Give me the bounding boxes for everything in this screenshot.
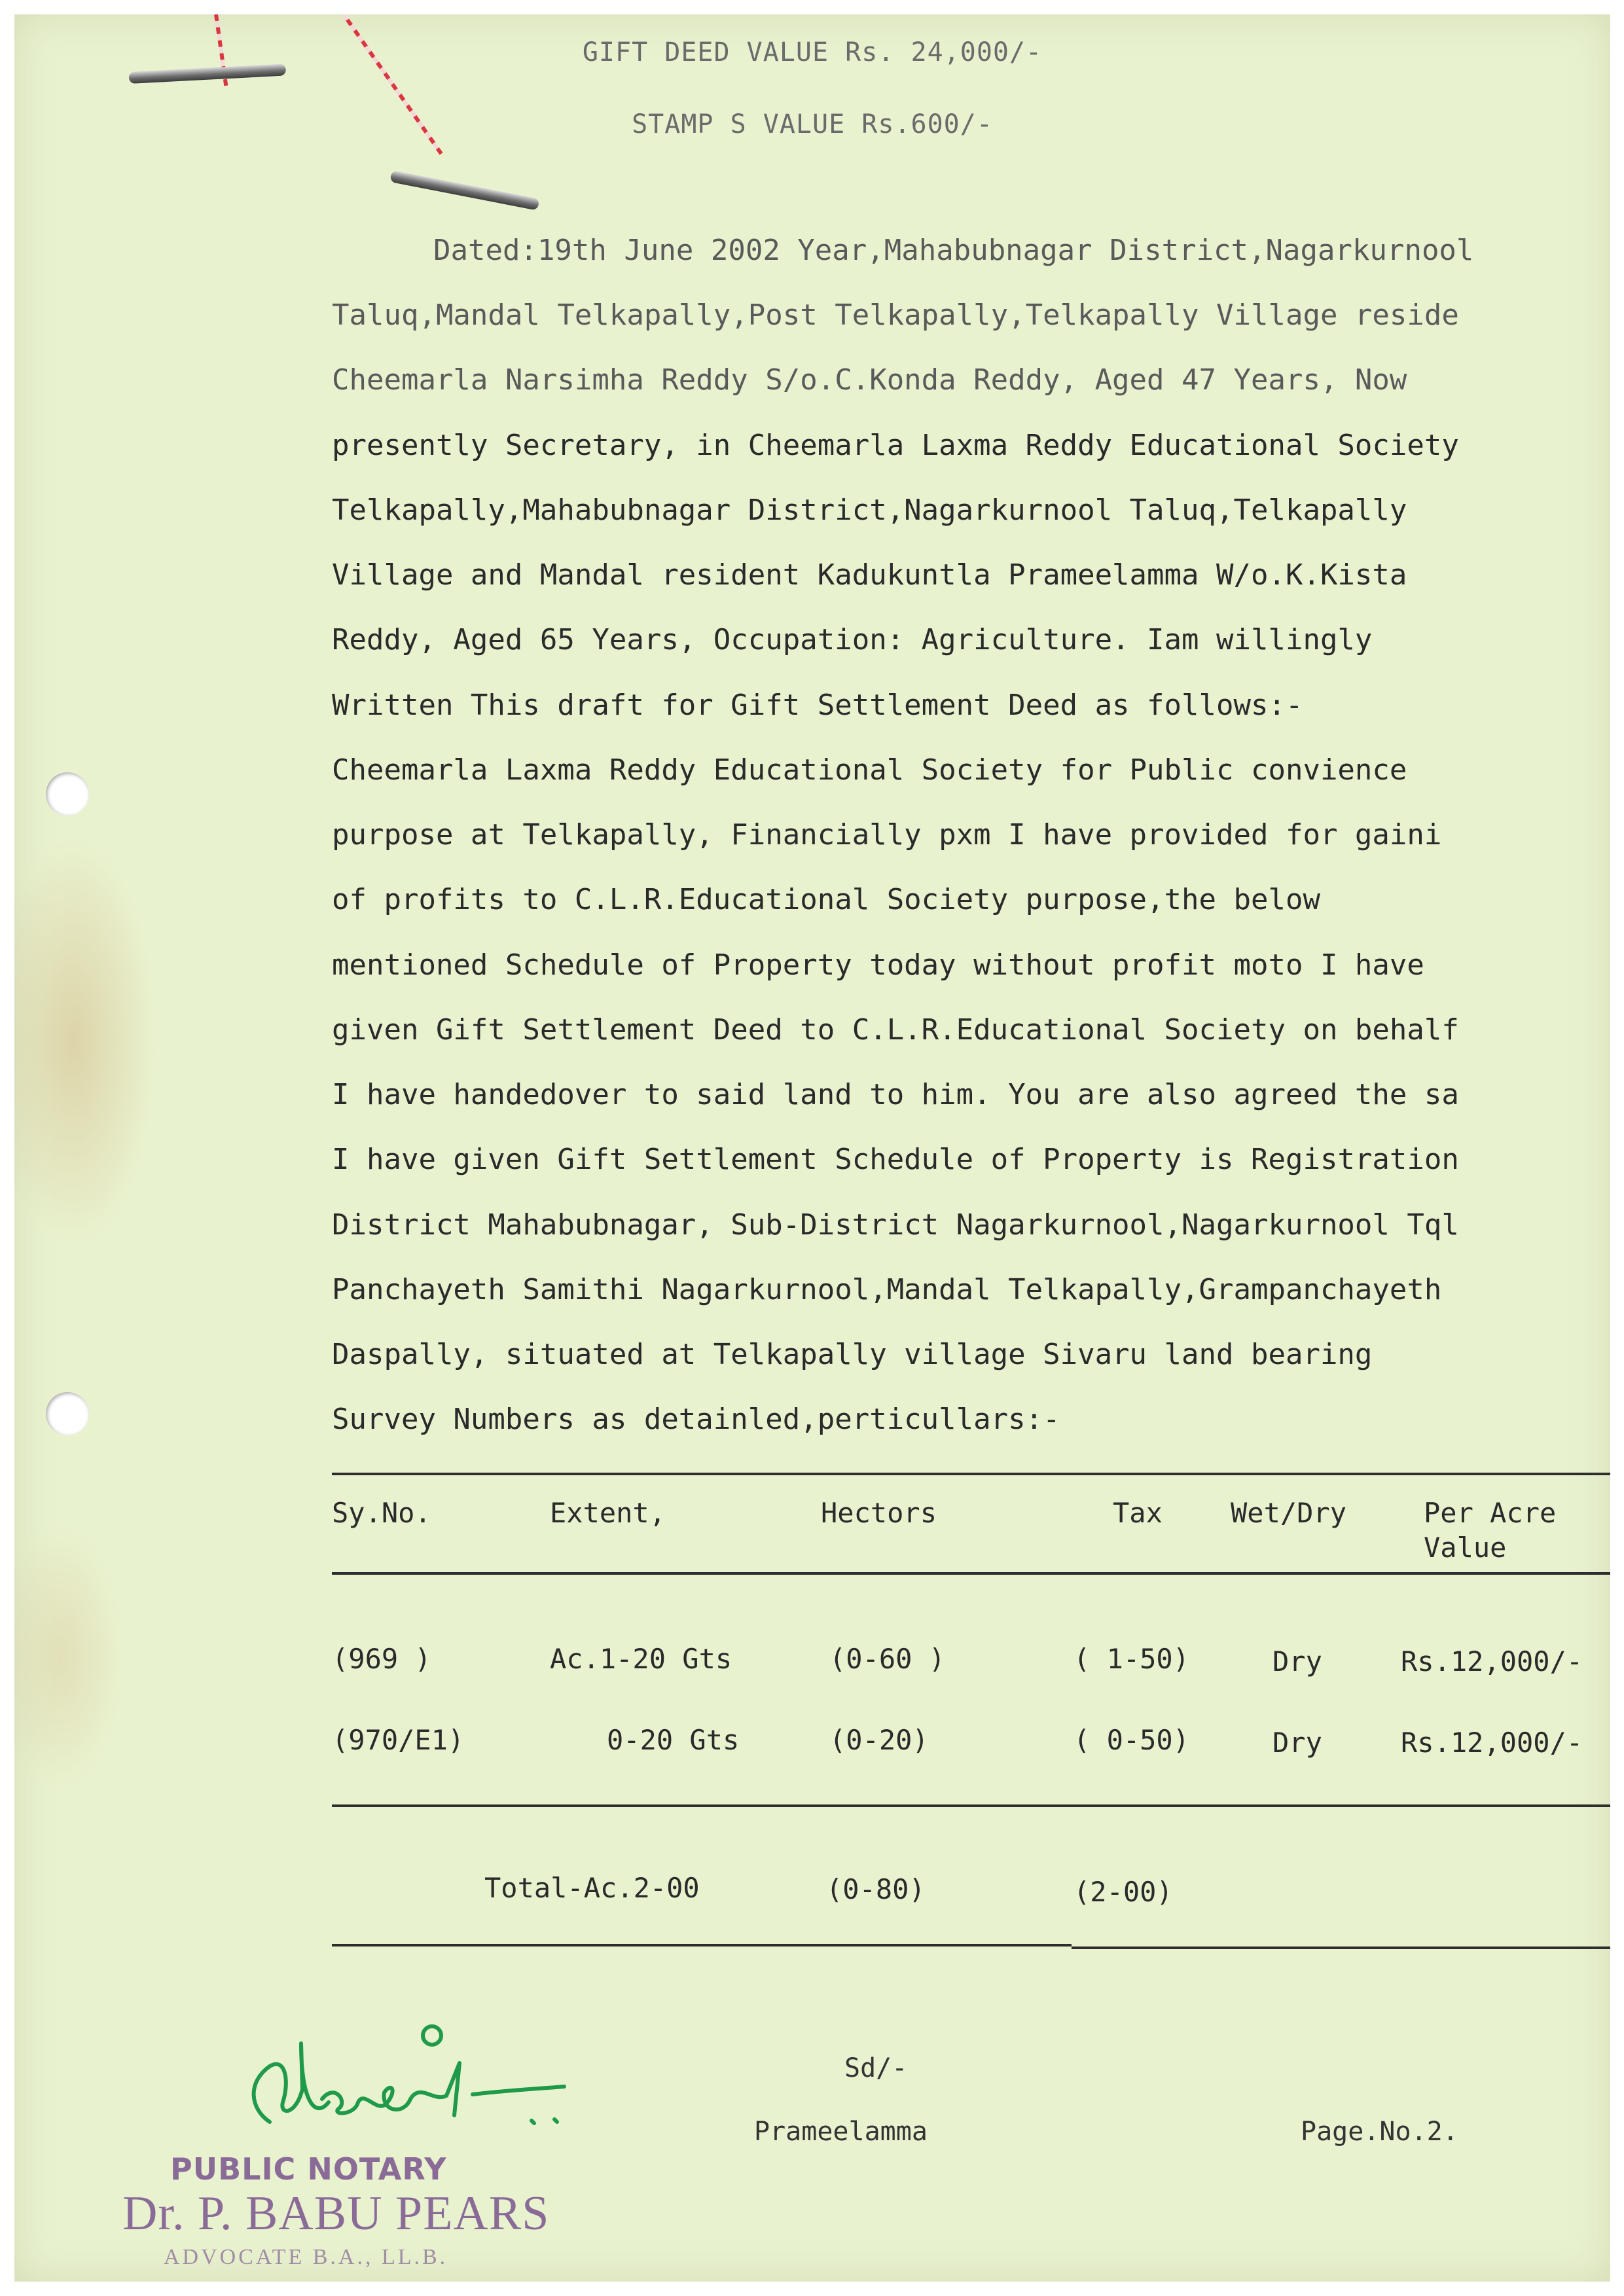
body-line: Telkapally,Mahabubnagar District,Nagarkurnool Taluq,Telkapally (332, 493, 1407, 527)
body-line: Dated:19th June 2002 Year,Mahabubnagar District,Nagarkurnool (433, 234, 1474, 267)
stamp-value: STAMP S VALUE Rs.600/- (632, 109, 993, 139)
notary-stamp-designation: ADVOCATE B.A., LL.B. (164, 2245, 448, 2269)
table-rule-header (332, 1572, 1610, 1575)
notary-signature (224, 2004, 617, 2148)
table-header-hectors: Hectors (821, 1497, 937, 1529)
table-header-wet-dry: Wet/Dry (1231, 1497, 1347, 1529)
body-line: I have handedover to said land to him. You are also agreed the sa (332, 1078, 1459, 1111)
body-line: of profits to C.L.R.Educational Society purpose,the below (332, 883, 1320, 916)
table-header-sy-no: Sy.No. (332, 1497, 431, 1529)
notary-stamp-title: PUBLIC NOTARY (170, 2151, 447, 2187)
table-header-value: Value (1424, 1532, 1507, 1564)
signatory-name: Prameelamma (754, 2117, 928, 2147)
gift-deed-value: GIFT DEED VALUE Rs. 24,000/- (582, 37, 1043, 67)
page-number: Page.No.2. (1301, 2117, 1458, 2147)
table-cell-extent: Ac.1-20 Gts (550, 1643, 732, 1675)
body-line: purpose at Telkapally, Financially pxm I have provided for gaini (332, 818, 1442, 852)
body-line: Survey Numbers as detainled,perticullars:- (332, 1403, 1060, 1436)
document-page (14, 14, 1610, 2282)
table-cell-hectors: (0-60 ) (829, 1643, 946, 1675)
table-cell-tax: ( 1-50) (1074, 1643, 1190, 1675)
table-rule-bottom-left (332, 1944, 1072, 1946)
body-line: Cheemarla Narsimha Reddy S/o.C.Konda Reddy, Aged 47 Years, Now (332, 363, 1407, 397)
sd-label: Sd/- (844, 2053, 908, 2083)
body-line: I have given Gift Settlement Schedule of Property is Registration (332, 1143, 1459, 1176)
table-total-tax: (2-00) (1074, 1876, 1173, 1908)
table-cell-extent: 0-20 Gts (607, 1724, 740, 1756)
table-cell-sy-no: (969 ) (332, 1643, 431, 1675)
table-header-tax: Tax (1113, 1497, 1163, 1529)
table-cell-hectors: (0-20) (829, 1724, 929, 1756)
body-line: Written This draft for Gift Settlement Deed as follows:- (332, 689, 1303, 722)
body-line: Daspally, situated at Telkapally village Sivaru land bearing (332, 1338, 1373, 1371)
punch-hole-top (46, 772, 89, 816)
table-cell-tax: ( 0-50) (1074, 1724, 1190, 1756)
binding-clip (389, 170, 539, 211)
table-rule-bottom-right (1072, 1946, 1610, 1949)
body-line: Cheemarla Laxma Reddy Educational Society for Public convience (332, 753, 1407, 787)
table-cell-sy-no: (970/E1) (332, 1724, 465, 1756)
table-rule-body (332, 1804, 1610, 1807)
paper-stain (14, 833, 158, 1251)
table-total-label: Total-Ac.2-00 (484, 1872, 700, 1904)
body-line: Reddy, Aged 65 Years, Occupation: Agriculture. Iam willingly (332, 623, 1373, 656)
body-line: presently Secretary, in Cheemarla Laxma Reddy Educational Society (332, 429, 1459, 462)
body-line: Panchayeth Samithi Nagarkurnool,Mandal Telkapally,Grampanchayeth (332, 1273, 1442, 1306)
table-cell-wet-dry: Dry (1272, 1727, 1322, 1759)
body-line: mentioned Schedule of Property today without profit moto I have (332, 948, 1424, 982)
table-cell-wet-dry: Dry (1272, 1645, 1322, 1677)
punch-hole-bottom (46, 1392, 89, 1435)
table-header-extent: Extent, (550, 1497, 666, 1529)
table-header-per-acre: Per Acre (1424, 1497, 1557, 1529)
body-line: District Mahabubnagar, Sub-District Nagarkurnool,Nagarkurnool Tql (332, 1208, 1459, 1242)
body-line: Taluq,Mandal Telkapally,Post Telkapally,Telkapally Village reside (332, 298, 1459, 332)
table-total-hectors: (0-80) (826, 1873, 926, 1905)
table-cell-value: Rs.12,000/- (1401, 1645, 1583, 1677)
table-rule-top (332, 1473, 1610, 1475)
body-line: given Gift Settlement Deed to C.L.R.Educational Society on behalf (332, 1013, 1459, 1047)
notary-stamp-name: Dr. P. BABU PEARS (122, 2187, 550, 2240)
table-cell-value: Rs.12,000/- (1401, 1727, 1583, 1759)
paper-stain (14, 1520, 126, 1795)
body-line: Village and Mandal resident Kadukuntla Prameelamma W/o.K.Kista (332, 558, 1407, 592)
